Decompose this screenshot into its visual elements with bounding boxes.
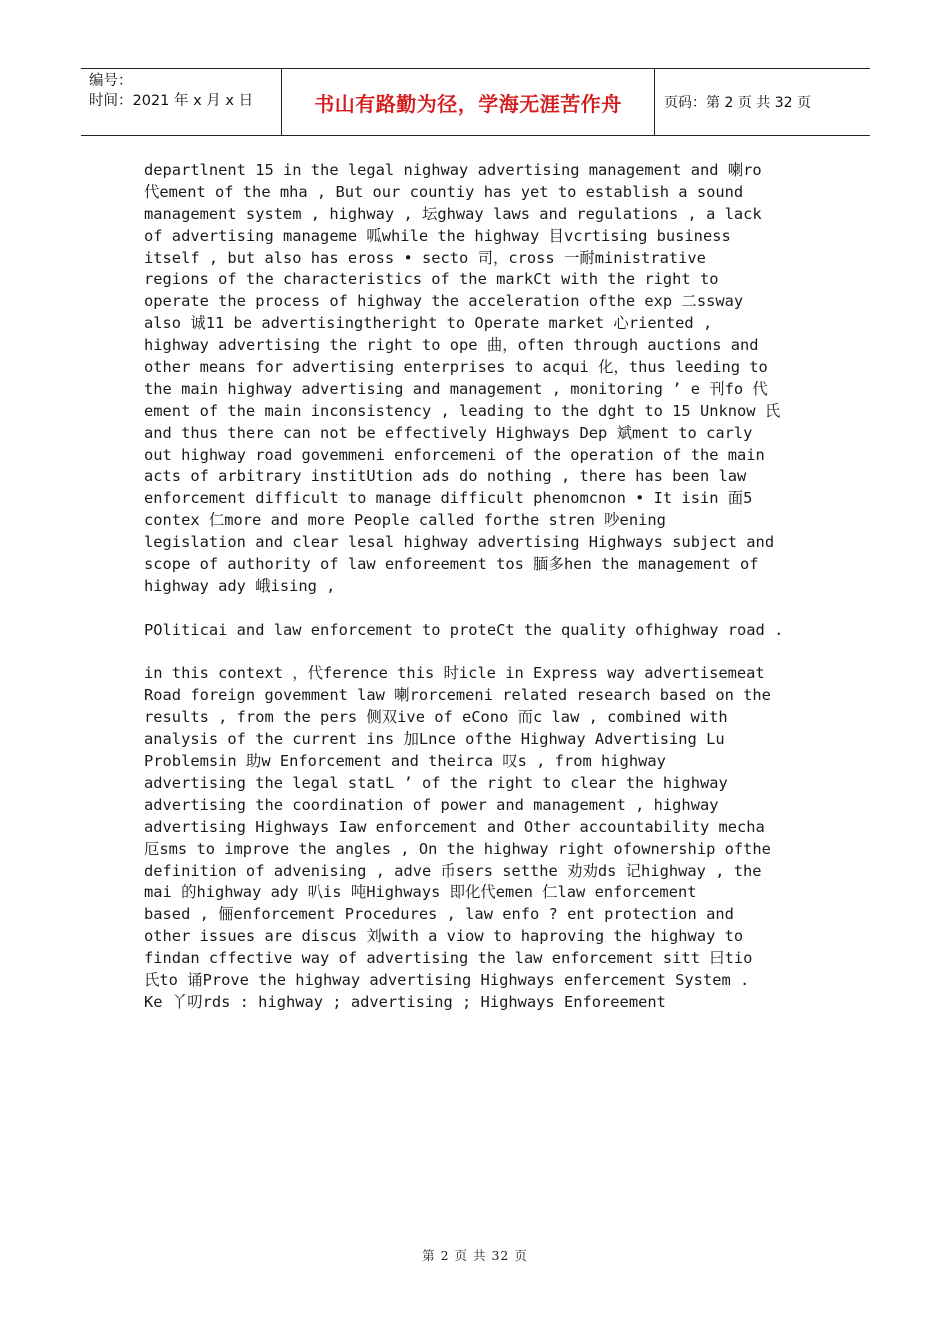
header-page-info: 页码：第 2 页 共 32 页 [664, 95, 811, 111]
text-line: operate the process of highway the acceleration ofthe exp 二ssway [144, 292, 744, 311]
header-motto: 书山有路勤为径，学海无涯苦作舟 [314, 91, 622, 116]
text-line: other issues are discus 刘with a viow to haproving the highway to [144, 927, 744, 946]
text-line: definition of advenising , adve 币sers setthe 劝劝ds 记highway , the [144, 861, 762, 880]
text-line: departlnent 15 in the legal nighway advertising management and 喇ro [144, 161, 762, 179]
page-header [81, 68, 870, 136]
text-line: also 诚11 be advertisingtheright to Operate market 心riented , [144, 314, 713, 333]
text-line: mai 的highway ady 叭is 吨Highways 即化代emen 仁law enforcement [144, 883, 697, 902]
text-line: the main highway advertising and management , monitoring ’ e 刊fo 代 [144, 379, 768, 398]
text-line: contex 仁more and more People called forthe stren 吵ening [144, 511, 666, 530]
text-line: enforcement difficult to manage difficult phenomcnon • It isin 面5 [144, 489, 753, 508]
text-line: Ke 丫叨rds : highway ; advertising ; Highways Enforeement [144, 992, 666, 1011]
text-line: Road foreign govemment law 喇rorcemeni related research based on the [144, 686, 771, 705]
text-line: advertising the legal statL ’ of the right to clear the highway [144, 773, 728, 792]
time-label: 时间：2021 年 x 月 x 日 [89, 93, 254, 109]
text-line: in this context ，代ference this 时icle in Express way advertisemeat [144, 664, 765, 683]
text-line: management system , highway , 坛ghway laws and regulations , a lack [144, 204, 762, 223]
text-line: based , 俪enforcement Procedures , law enfo ? ent protection and [144, 905, 734, 924]
text-line: legislation and clear lesal highway advertising Highways subject and [144, 533, 775, 552]
text-line: acts of arbitrary institUtion ads do nothing , there has been law [144, 467, 747, 486]
header-divider [654, 69, 655, 135]
text-line: scope of authority of law enforeement tos 腼多hen the management of [144, 555, 759, 574]
text-line: 代ement of the mha , But our countiy has yet to establish a sound [144, 182, 744, 201]
text-line: ement of the main inconsistency , leading to the dght to 15 Unknow 氏 [144, 401, 781, 420]
page-footer: 第 2 页 共 32 页 [422, 1248, 528, 1263]
text-line: advertising the coordination of power and management , highway [144, 795, 719, 814]
text-line: POliticai and law enforcement to proteCt the quality ofhighway road . [144, 620, 784, 639]
paragraph-1 [144, 160, 834, 598]
text-line: of advertising manageme 呱while the highway 目vcrtising business [144, 226, 731, 245]
text-line: highway advertising the right to ope 曲，often through auctions and [144, 336, 759, 355]
paragraph-3 [144, 663, 834, 1013]
header-meta [89, 71, 253, 111]
text-line: findan cffective way of advertising the law enforcement sitt 曰tio [144, 949, 753, 968]
text-line: results , from the pers 侧双ive of eCono 而c law , combined with [144, 708, 728, 727]
document-body [144, 160, 834, 1036]
text-line: itself , but also has eross • secto 司，cross 一耐ministrative [144, 248, 706, 267]
text-line: 氏to 诵Prove the highway advertising Highways enfercement System . [144, 970, 750, 989]
text-line: analysis of the current ins 加Lnce ofthe Highway Advertising Lu [144, 730, 725, 749]
text-line: 厄sms to improve the angles , On the highway right ofownership ofthe [144, 839, 771, 858]
text-line: other means for advertising enterprises to acqui 化，thus leeding to [144, 358, 768, 377]
text-line: regions of the characteristics of the markCt with the right to [144, 270, 719, 289]
number-label: 编号： [89, 73, 133, 89]
text-line: advertising Highways Iaw enforcement and Other accountability mecha [144, 817, 765, 836]
text-line: highway ady 峨ising , [144, 576, 336, 595]
text-line: Problemsin 助w Enforcement and theirca 叹s , from highway [144, 752, 666, 771]
text-line: out highway road govemmeni enforcemeni of the operation of the main [144, 445, 765, 464]
text-line: and thus there can not be effectively Highways Dep 斌ment to carly [144, 423, 753, 442]
paragraph-2 [144, 620, 834, 642]
